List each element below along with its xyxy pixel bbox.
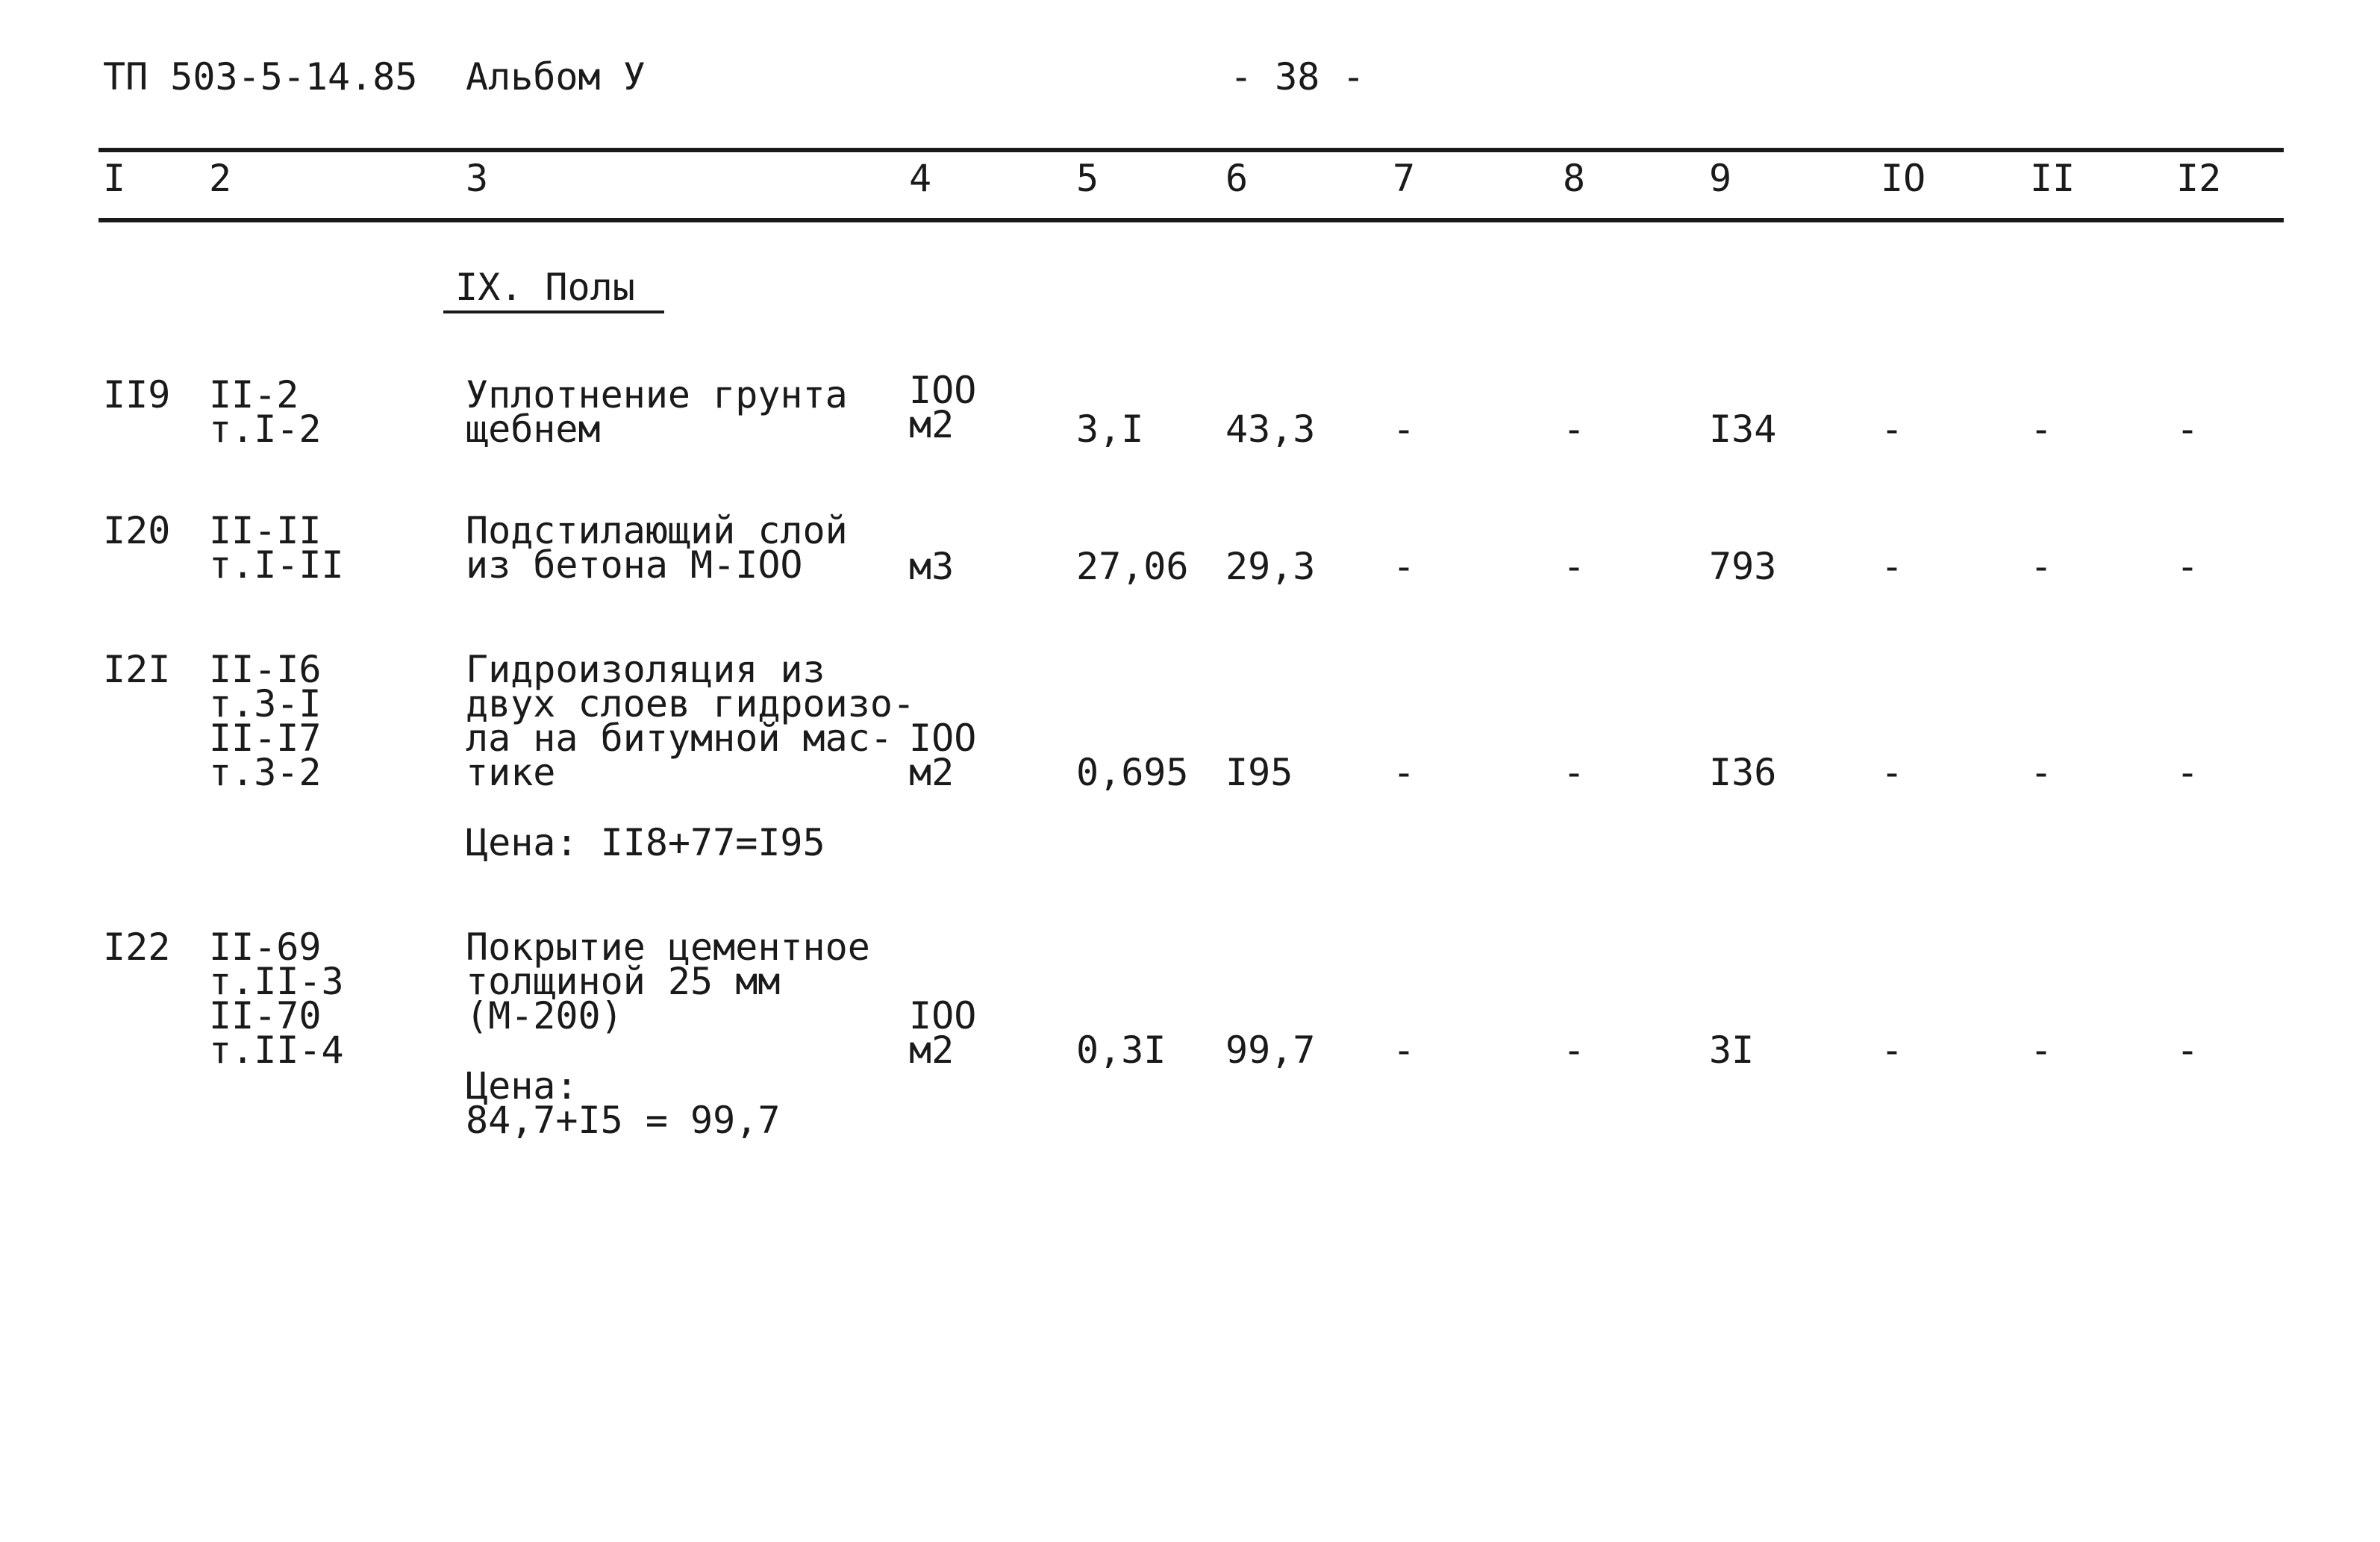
row-122-col12: - (2176, 1028, 2199, 1072)
row-122-unit: IOO м2 (909, 994, 977, 1072)
column-header-10: IO (1881, 157, 1926, 200)
row-121-col12: - (2176, 751, 2199, 794)
row-120-col9: 793 (1709, 545, 1777, 588)
row-120-col10: - (1881, 545, 1904, 588)
row-120-unit: м3 (909, 545, 955, 588)
section-title-underline (443, 310, 664, 313)
row-122-price-note: Цена: 84,7+I5 = 99,7 (466, 1064, 781, 1142)
column-header-1: I (103, 157, 126, 200)
row-119-unit: IOO м2 (909, 369, 977, 446)
row-122-col11: - (2030, 1028, 2053, 1072)
row-119-description: Уплотнение грунта щебнем (466, 373, 848, 451)
row-121-col7: - (1393, 751, 1416, 794)
row-122-code: II-69 т.II-3 II-70 т.II-4 (209, 925, 344, 1072)
row-119-col10: - (1881, 408, 1904, 451)
row-119-col8: - (1563, 408, 1586, 451)
row-122-price: 99,7 (1225, 1028, 1316, 1072)
column-header-9: 9 (1709, 157, 1732, 200)
row-121-col11: - (2030, 751, 2053, 794)
row-120-quantity: 27,06 (1076, 545, 1189, 588)
row-121-price: I95 (1225, 751, 1293, 794)
row-120-description: Подстилающий слой из бетона М-IOO (466, 509, 848, 587)
row-122-description: Покрытие цементное толщиной 25 мм (М-200) (466, 925, 870, 1037)
row-120-col8: - (1563, 545, 1586, 588)
page-number: - 38 - (1230, 55, 1365, 99)
row-122-col7: - (1393, 1028, 1416, 1072)
row-119-number: II9 (103, 373, 171, 416)
column-header-7: 7 (1393, 157, 1416, 200)
column-header-2: 2 (209, 157, 232, 200)
row-119-code: II-2 т.I-2 (209, 373, 322, 451)
table-header-rule (99, 218, 2284, 222)
row-119-col9: I34 (1709, 408, 1777, 451)
album-label: Альбом У (466, 55, 646, 99)
row-122-col8: - (1563, 1028, 1586, 1072)
row-121-quantity: 0,695 (1076, 751, 1189, 794)
section-title: IX. Полы (455, 266, 635, 309)
row-119-col11: - (2030, 408, 2053, 451)
column-header-8: 8 (1563, 157, 1586, 200)
column-header-12: I2 (2176, 157, 2222, 200)
column-header-11: II (2030, 157, 2076, 200)
row-121-col8: - (1563, 751, 1586, 794)
row-121-unit: IOO м2 (909, 717, 977, 794)
row-122-quantity: 0,3I (1076, 1028, 1166, 1072)
row-120-price: 29,3 (1225, 545, 1316, 588)
row-120-col7: - (1393, 545, 1416, 588)
row-122-col9: 3I (1709, 1028, 1755, 1072)
row-119-price: 43,3 (1225, 408, 1316, 451)
column-header-5: 5 (1076, 157, 1099, 200)
row-121-price-note: Цена: II8+77=I95 (466, 821, 825, 864)
row-120-number: I20 (103, 509, 171, 552)
table-top-rule (99, 148, 2284, 152)
row-121-number: I2I (103, 648, 171, 691)
column-header-4: 4 (909, 157, 932, 200)
row-120-col12: - (2176, 545, 2199, 588)
row-120-code: II-II т.I-II (209, 509, 344, 587)
column-header-6: 6 (1225, 157, 1249, 200)
row-122-col10: - (1881, 1028, 1904, 1072)
doc-code: ТП 503-5-14.85 (103, 55, 418, 99)
row-119-quantity: 3,I (1076, 408, 1144, 451)
row-122-number: I22 (103, 925, 171, 969)
row-121-col9: I36 (1709, 751, 1777, 794)
row-121-code: II-I6 т.3-I II-I7 т.3-2 (209, 648, 322, 794)
row-119-col7: - (1393, 408, 1416, 451)
row-121-description: Гидроизоляция из двух слоев гидроизо- ла на битумной мас- тике (466, 648, 916, 794)
row-121-col10: - (1881, 751, 1904, 794)
column-header-3: 3 (466, 157, 489, 200)
row-120-col11: - (2030, 545, 2053, 588)
row-119-col12: - (2176, 408, 2199, 451)
